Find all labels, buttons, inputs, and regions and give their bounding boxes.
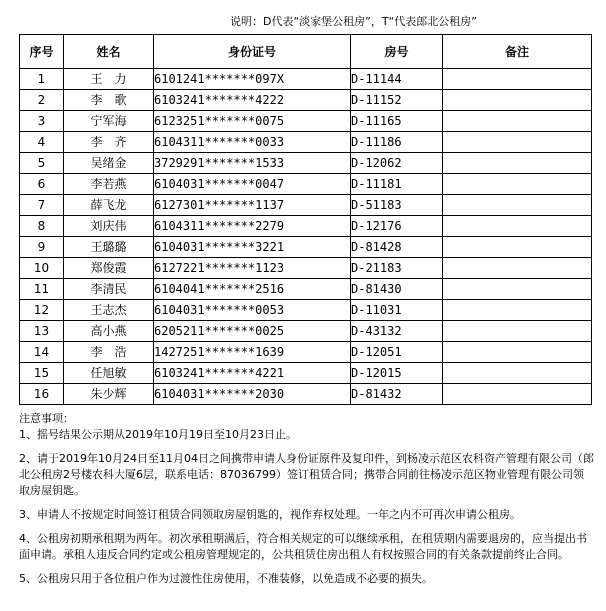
table-row	[20, 90, 592, 111]
cell-note	[443, 153, 592, 174]
cell-note	[443, 216, 592, 237]
cell-name: 朱少辉	[64, 384, 154, 405]
col-header-no: 序号	[20, 35, 64, 69]
cell-note	[443, 195, 592, 216]
cell-id: 6127221*******1123	[154, 258, 351, 279]
cell-name: 李清民	[64, 279, 154, 300]
col-header-id: 身份证号	[154, 35, 351, 69]
table-row	[20, 132, 592, 153]
table-row	[20, 300, 592, 321]
cell-id: 6127301*******1137	[154, 195, 351, 216]
cell-name: 吴绪金	[64, 153, 154, 174]
cell-id: 6104311*******2279	[154, 216, 351, 237]
table-row	[20, 69, 592, 90]
cell-room: D-43132	[351, 321, 443, 342]
cell-id: 6104031*******2030	[154, 384, 351, 405]
cell-note	[443, 321, 592, 342]
cell-name: 任旭敏	[64, 363, 154, 384]
cell-note	[443, 258, 592, 279]
notes-title: 注意事项：	[19, 412, 74, 425]
cell-id: 6104031*******0047	[154, 174, 351, 195]
cell-room: D-81430	[351, 279, 443, 300]
cell-room: D-11186	[351, 132, 443, 153]
cell-note	[443, 279, 592, 300]
cell-no: 15	[20, 363, 64, 384]
cell-id: 6103241*******4221	[154, 363, 351, 384]
cell-note	[443, 174, 592, 195]
cell-id: 6103241*******4222	[154, 90, 351, 111]
cell-name: 宁军海	[64, 111, 154, 132]
cell-name: 李若燕	[64, 174, 154, 195]
cell-room: D-12051	[351, 342, 443, 363]
cell-room: D-11165	[351, 111, 443, 132]
table-row	[20, 216, 592, 237]
cell-name: 薛飞龙	[64, 195, 154, 216]
cell-id: 6101241*******097X	[154, 69, 351, 90]
cell-id: 3729291*******1533	[154, 153, 351, 174]
table-row	[20, 363, 592, 384]
cell-note	[443, 69, 592, 90]
cell-room: D-12176	[351, 216, 443, 237]
cell-room: D-81428	[351, 237, 443, 258]
table-row	[20, 342, 592, 363]
cell-name: 高小燕	[64, 321, 154, 342]
cell-no: 7	[20, 195, 64, 216]
cell-id: 6123251*******0075	[154, 111, 351, 132]
note-item: 2、请于2019年10月24日至11月04日之间携带申请人身份证原件及复印件，到杨凌示范区农科资产管理有限公司（郎北公租房2号楼农科大厦6层，联系电话：87036799）签订租赁合同；携带合同前往杨凌示范区物业管理有限公司领取房屋钥匙。	[19, 452, 594, 497]
cell-no: 10	[20, 258, 64, 279]
col-header-note: 备注	[443, 35, 592, 69]
cell-id: 1427251*******1639	[154, 342, 351, 363]
cell-no: 3	[20, 111, 64, 132]
cell-id: 6104031*******3221	[154, 237, 351, 258]
cell-name: 刘庆伟	[64, 216, 154, 237]
note-item: 3、申请人不按规定时间签订租赁合同领取房屋钥匙的，视作弃权处理。一年之内不可再次申请公租房。	[19, 508, 521, 521]
cell-note	[443, 132, 592, 153]
table-row	[20, 384, 592, 405]
cell-no: 14	[20, 342, 64, 363]
cell-no: 16	[20, 384, 64, 405]
cell-name: 王璐璐	[64, 237, 154, 258]
cell-id: 6104031*******0053	[154, 300, 351, 321]
table-row	[20, 237, 592, 258]
cell-no: 9	[20, 237, 64, 258]
cell-id: 6104311*******0033	[154, 132, 351, 153]
cell-room: D-12015	[351, 363, 443, 384]
table-row	[20, 174, 592, 195]
col-header-room: 房号	[351, 35, 443, 69]
cell-no: 4	[20, 132, 64, 153]
cell-room: D-11144	[351, 69, 443, 90]
note-item: 1、摇号结果公示期从2019年10月19日至10月23日止。	[19, 428, 297, 441]
cell-id: 6205211*******0025	[154, 321, 351, 342]
cell-no: 12	[20, 300, 64, 321]
table-row	[20, 321, 592, 342]
cell-no: 11	[20, 279, 64, 300]
cell-note	[443, 90, 592, 111]
table-header-row	[20, 35, 592, 69]
cell-name: 郑俊霞	[64, 258, 154, 279]
table-row	[20, 279, 592, 300]
note-item: 5、公租房只用于各位租户作为过渡性住房使用，不准装修，以免造成不必要的损失。	[19, 572, 433, 585]
cell-note	[443, 384, 592, 405]
cell-no: 6	[20, 174, 64, 195]
notes-section	[19, 411, 594, 587]
cell-no: 5	[20, 153, 64, 174]
cell-room: D-11152	[351, 90, 443, 111]
table-row	[20, 111, 592, 132]
cell-no: 8	[20, 216, 64, 237]
cell-no: 2	[20, 90, 64, 111]
result-table	[19, 34, 592, 405]
cell-no: 13	[20, 321, 64, 342]
cell-note	[443, 363, 592, 384]
cell-name: 李 歌	[64, 90, 154, 111]
table-row	[20, 258, 592, 279]
cell-room: D-11031	[351, 300, 443, 321]
cell-room: D-51183	[351, 195, 443, 216]
cell-note	[443, 111, 592, 132]
cell-name: 李 齐	[64, 132, 154, 153]
col-header-name: 姓名	[64, 35, 154, 69]
table-row	[20, 195, 592, 216]
legend-note: 说明：D代表“淡家堡公租房”，T“代表郎北公租房”	[230, 15, 477, 28]
cell-name: 李 浩	[64, 342, 154, 363]
note-item: 4、公租房初期承租期为两年。初次承租期满后，符合相关规定的可以继续承租，在租赁期内需要退房的，应当提出书面申请。承租人违反合同约定或公租房管理规定的，公共租赁住房出租人有权按照合同的有关条款提前终止合同。	[19, 532, 587, 561]
cell-name: 王 力	[64, 69, 154, 90]
cell-no: 1	[20, 69, 64, 90]
cell-room: D-11181	[351, 174, 443, 195]
cell-room: D-21183	[351, 258, 443, 279]
cell-room: D-81432	[351, 384, 443, 405]
cell-note	[443, 237, 592, 258]
cell-note	[443, 300, 592, 321]
table-row	[20, 153, 592, 174]
cell-room: D-12062	[351, 153, 443, 174]
cell-note	[443, 342, 592, 363]
cell-id: 6104041*******2516	[154, 279, 351, 300]
cell-name: 王志杰	[64, 300, 154, 321]
